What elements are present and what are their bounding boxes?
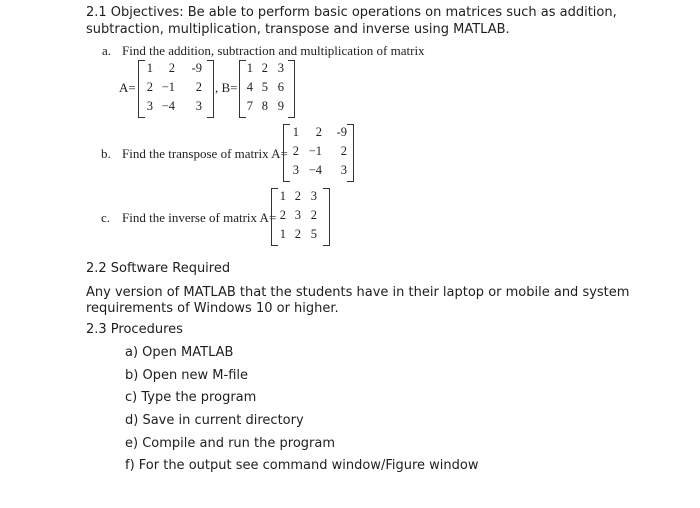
procedure-step: b) Open new M-file — [125, 368, 249, 383]
procedures-heading: 2.3 Procedures — [86, 322, 183, 337]
matrix-cell: 1 — [292, 125, 299, 139]
matrix-cell: −4 — [161, 99, 175, 113]
matrix-cell: −1 — [308, 144, 322, 158]
part-c-text: Find the inverse of matrix A= — [122, 210, 277, 225]
matrix-cell: 2 — [310, 208, 317, 222]
part-a-sep: , B= — [215, 80, 238, 95]
objectives-heading-line2: subtraction, multiplication, transpose and inverse using MATLAB. — [86, 22, 510, 37]
matrix-cell: 4 — [246, 80, 253, 94]
matrix-cell: 3 — [292, 163, 299, 177]
bracket-right — [207, 60, 214, 118]
matrix-cell: 2 — [261, 61, 268, 75]
bracket-right — [347, 124, 354, 182]
matrix-cell: 5 — [310, 227, 317, 241]
procedure-step: e) Compile and run the program — [125, 436, 336, 451]
part-c-label: c. — [101, 210, 111, 225]
software-heading: 2.2 Software Required — [86, 261, 231, 276]
matrix-cell: 8 — [261, 99, 268, 113]
matrix-cell: −1 — [161, 80, 175, 94]
matrix-cell: 2 — [279, 208, 286, 222]
procedure-step: f) For the output see command window/Figure window — [125, 458, 479, 473]
bracket-right — [323, 188, 330, 246]
matrix-cell: 7 — [246, 99, 253, 113]
procedure-step: d) Save in current directory — [125, 413, 304, 428]
matrix-cell: 3 — [146, 99, 153, 113]
matrix-cell: 3 — [310, 189, 317, 203]
matrix-cell: 2 — [146, 80, 153, 94]
matrix-cell: -9 — [191, 61, 202, 75]
matrix-cell: 1 — [246, 61, 253, 75]
matrix-cell: 2 — [168, 61, 175, 75]
matrix-cell: 2 — [292, 144, 299, 158]
part-a-text: Find the addition, subtraction and multiplication of matrix — [122, 43, 425, 58]
matrix-cell: 2 — [294, 227, 301, 241]
part-a-label: a. — [102, 43, 112, 58]
bracket-right — [288, 60, 295, 118]
matrix-cell: 2 — [340, 144, 347, 158]
matrix-cell: 6 — [277, 80, 284, 94]
matrix-cell: 1 — [279, 189, 286, 203]
software-line1: Any version of MATLAB that the students have in their laptop or mobile and system — [86, 285, 630, 300]
part-a-a-label: A= — [119, 80, 136, 95]
matrix-cell: 2 — [195, 80, 202, 94]
matrix-cell: 2 — [315, 125, 322, 139]
part-b-label: b. — [101, 146, 111, 161]
software-line2: requirements of Windows 10 or higher. — [86, 301, 339, 316]
matrix-cell: -9 — [336, 125, 347, 139]
matrix-b — [239, 60, 295, 118]
procedure-step: a) Open MATLAB — [125, 345, 234, 360]
matrix-cell: 1 — [146, 61, 153, 75]
part-b-text: Find the transpose of matrix A= — [122, 146, 288, 161]
matrix-cell: 9 — [277, 99, 284, 113]
matrix-cell: 2 — [294, 189, 301, 203]
matrix-cell: 3 — [340, 163, 347, 177]
matrix-a — [138, 60, 214, 118]
matrix-cell: −4 — [308, 163, 322, 177]
procedure-step: c) Type the program — [125, 390, 257, 405]
matrix-cell: 3 — [277, 61, 284, 75]
matrix-cell: 1 — [279, 227, 286, 241]
matrix-inverse-a — [271, 188, 330, 246]
matrix-cell: 3 — [195, 99, 202, 113]
matrix-transpose-a — [283, 124, 354, 182]
matrix-cell: 5 — [261, 80, 268, 94]
objectives-heading: 2.1 Objectives: Be able to perform basic operations on matrices such as addition, — [86, 5, 617, 20]
matrix-cell: 3 — [294, 208, 301, 222]
